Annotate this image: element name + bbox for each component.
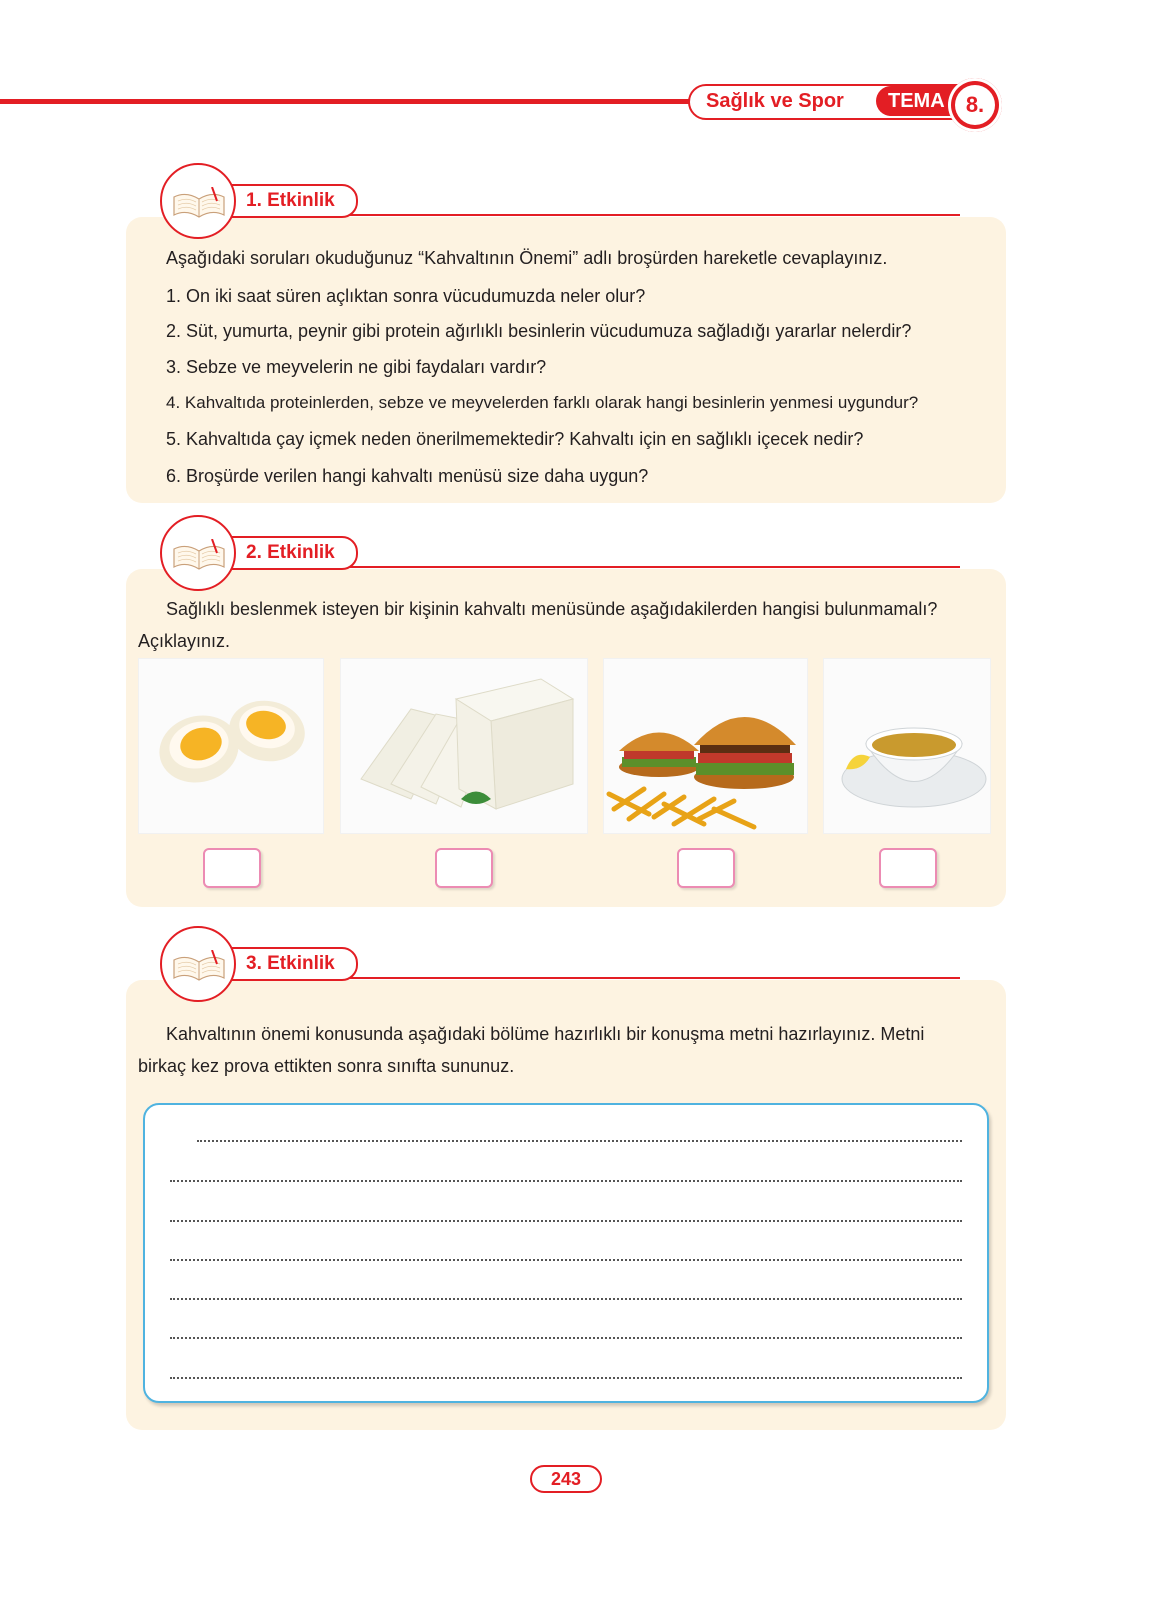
activity3-badge — [160, 926, 236, 1002]
activity2-instruction-line1: Sağlıklı beslenmek isteyen bir kişinin kahvaltı menüsünde aşağıdakilerden hangisi bulunmamalı? — [166, 599, 938, 619]
hamburger-fries-icon — [604, 659, 808, 834]
question-2: 2. Süt, yumurta, peynir gibi protein ağırlıklı besinlerin vücudumuza sağladığı yararlar nelerdir? — [166, 321, 912, 341]
activity3-instruction-line1: Kahvaltının önemi konusunda aşağıdaki bölüme hazırlıklı bir konuşma metni hazırlayınız. Metni — [166, 1024, 925, 1044]
activity3-title: 3. Etkinlik — [226, 947, 358, 981]
header-rule — [0, 99, 700, 104]
writing-line[interactable] — [170, 1259, 962, 1261]
activity1-intro: Aşağıdaki soruları okuduğunuz “Kahvaltının Önemi” adlı broşürden hareketle cevaplayınız. — [166, 248, 888, 268]
activity1-rule — [330, 214, 960, 216]
activity1-title: 1. Etkinlik — [226, 184, 358, 218]
answer-box-cheese[interactable] — [435, 848, 493, 888]
answer-box-hamburger[interactable] — [677, 848, 735, 888]
white-cheese-image — [340, 658, 588, 834]
activity1-badge — [160, 163, 236, 239]
boiled-egg-image — [138, 658, 324, 834]
white-cheese-icon — [341, 659, 588, 834]
activity2-instruction-line2: Açıklayınız. — [138, 631, 231, 651]
activity2-rule — [330, 566, 960, 568]
question-5: 5. Kahvaltıda çay içmek neden önerilmemektedir? Kahvaltı için en sağlıklı içecek nedir? — [166, 429, 864, 449]
writing-line[interactable] — [170, 1298, 962, 1300]
soup-image — [823, 658, 991, 834]
question-4: 4. Kahvaltıda proteinlerden, sebze ve meyvelerden farklı olarak hangi besinlerin yenmesi uygundur? — [166, 393, 919, 412]
writing-line[interactable] — [170, 1220, 962, 1222]
writing-area[interactable] — [143, 1103, 989, 1403]
soup-bowl-icon — [824, 659, 991, 834]
page-number: 243 — [530, 1465, 602, 1493]
tema-badge: TEMA — [876, 86, 958, 116]
activity2-title: 2. Etkinlik — [226, 536, 358, 570]
question-6: 6. Broşürde verilen hangi kahvaltı menüsü size daha uygun? — [166, 466, 649, 486]
writing-line[interactable] — [170, 1377, 962, 1379]
question-3: 3. Sebze ve meyvelerin ne gibi faydaları vardır? — [166, 357, 547, 377]
writing-line[interactable] — [170, 1180, 962, 1182]
open-book-icon — [170, 539, 228, 573]
answer-box-soup[interactable] — [879, 848, 937, 888]
hamburger-image — [603, 658, 808, 834]
boiled-egg-icon — [139, 659, 324, 834]
tema-number: 8. — [955, 85, 995, 125]
activity3-rule — [330, 977, 960, 979]
open-book-icon — [170, 950, 228, 984]
theme-title: Sağlık ve Spor — [706, 90, 844, 112]
writing-line[interactable] — [170, 1337, 962, 1339]
question-1: 1. On iki saat süren açlıktan sonra vücudumuzda neler olur? — [166, 286, 646, 306]
writing-line[interactable] — [197, 1140, 962, 1142]
open-book-icon — [170, 187, 228, 221]
answer-box-egg[interactable] — [203, 848, 261, 888]
activity2-badge — [160, 515, 236, 591]
activity3-instruction-line2: birkaç kez prova ettikten sonra sınıfta sununuz. — [138, 1056, 515, 1076]
